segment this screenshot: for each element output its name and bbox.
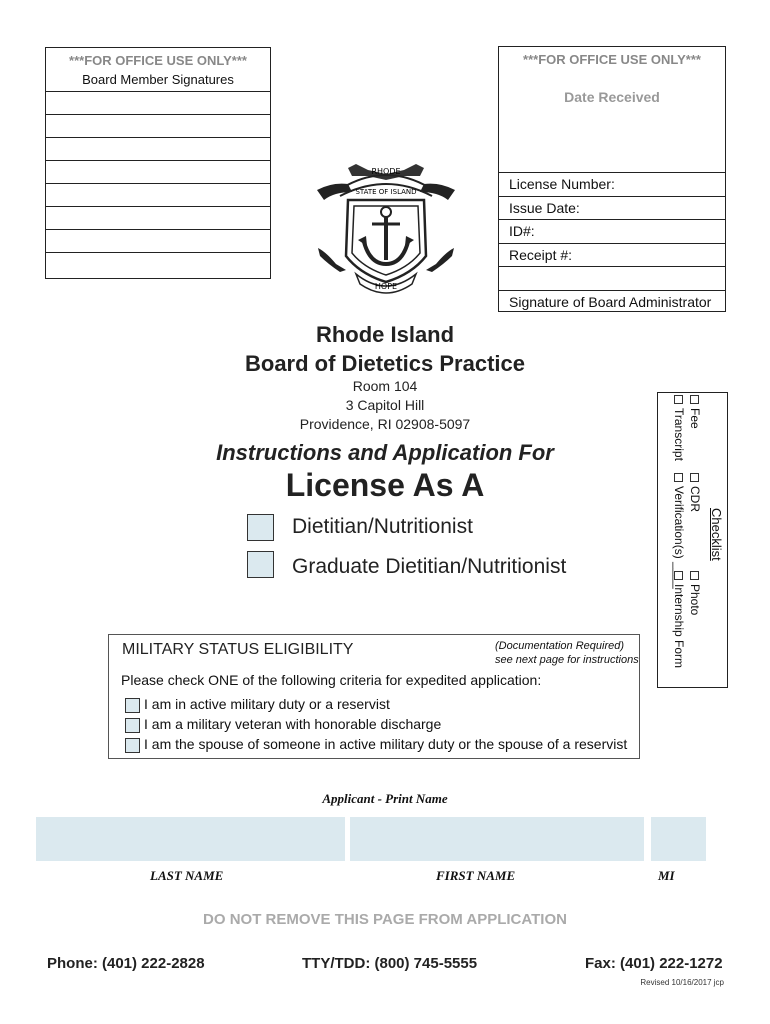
last-name-label: LAST NAME — [150, 868, 224, 883]
verification-checkbox[interactable] — [674, 473, 683, 482]
active-duty-label: I am in active military duty or a reservist — [144, 696, 390, 712]
fee-label: Fee — [688, 408, 702, 429]
signature-line[interactable] — [46, 138, 270, 161]
signature-line[interactable] — [46, 92, 270, 115]
seal-motto: HOPE — [374, 282, 398, 291]
dietitian-checkbox[interactable] — [247, 514, 274, 541]
spouse-checkbox[interactable] — [125, 738, 140, 753]
graduate-dietitian-checkbox[interactable] — [247, 551, 274, 578]
verification-label: Verification(s) — [672, 486, 686, 559]
signature-line[interactable] — [46, 184, 270, 207]
office-use-header: ***FOR OFFICE USE ONLY*** — [69, 53, 247, 68]
cdr-checkbox[interactable] — [690, 473, 699, 482]
dietitian-option-label: Dietitian/Nutritionist — [292, 515, 473, 538]
address-city: Providence, RI 02908-5097 — [299, 416, 471, 432]
last-name-input[interactable] — [36, 817, 345, 861]
military-status-title: MILITARY STATUS ELIGIBILITY — [122, 641, 354, 658]
instructions-heading: Instructions and Application For — [216, 440, 554, 465]
veteran-checkbox[interactable] — [125, 718, 140, 733]
internship-form-checkbox[interactable] — [674, 571, 683, 580]
transcript-label: Transcript — [672, 408, 686, 461]
id-field[interactable]: ID#: — [499, 220, 725, 244]
documentation-required-note: (Documentation Required) — [495, 640, 625, 652]
signature-line[interactable] — [46, 161, 270, 184]
internship-form-label: Internship Form — [672, 584, 686, 669]
office-use-header: ***FOR OFFICE USE ONLY*** — [523, 52, 701, 67]
see-next-page-note: see next page for instructions — [495, 654, 639, 666]
signature-line[interactable] — [46, 253, 270, 276]
board-admin-signature-field[interactable]: Signature of Board Administrator — [509, 293, 712, 310]
active-duty-checkbox[interactable] — [125, 698, 140, 713]
seal-ring-text: STATE OF ISLAND — [355, 188, 417, 196]
receipt-field[interactable]: Receipt #: — [499, 244, 725, 268]
first-name-input[interactable] — [350, 817, 644, 861]
address-room: Room 104 — [352, 378, 418, 394]
first-name-label: FIRST NAME — [436, 868, 516, 883]
office-use-license-box — [498, 46, 726, 312]
board-title: Board of Dietetics Practice — [245, 351, 525, 376]
board-member-signatures-label: Board Member Signatures — [46, 69, 270, 92]
fee-checkbox[interactable] — [690, 395, 699, 404]
state-title: Rhode Island — [315, 322, 455, 347]
office-use-signatures-box — [45, 47, 271, 279]
license-number-field[interactable]: License Number: — [499, 173, 725, 197]
military-status-section — [108, 634, 640, 759]
license-heading: License As A — [285, 467, 485, 503]
transcript-checkbox[interactable] — [674, 395, 683, 404]
photo-checkbox[interactable] — [690, 571, 699, 580]
signature-line[interactable] — [46, 207, 270, 230]
issue-date-field[interactable]: Issue Date: — [499, 197, 725, 221]
revision-note: Revised 10/16/2017 jcp — [640, 978, 724, 987]
cdr-label: CDR — [688, 486, 702, 512]
fax-number: Fax: (401) 222-1272 — [585, 955, 723, 972]
address-street: 3 Capitol Hill — [345, 397, 425, 413]
signature-line[interactable] — [46, 230, 270, 253]
do-not-remove-notice: DO NOT REMOVE THIS PAGE FROM APPLICATION — [203, 911, 567, 928]
blank-field[interactable] — [499, 267, 725, 291]
phone-number: Phone: (401) 222-2828 — [47, 955, 205, 972]
graduate-dietitian-option-label: Graduate Dietitian/Nutritionist — [292, 555, 567, 578]
checklist-box: Checklist Fee Transcript CDR Verification(s) ____ Photo Internship Form — [657, 392, 728, 688]
tty-number: TTY/TDD: (800) 745-5555 — [302, 955, 478, 972]
spouse-label: I am the spouse of someone in active military duty or the spouse of a reservist — [144, 736, 628, 752]
rhode-island-seal-icon — [312, 160, 460, 298]
middle-initial-input[interactable] — [651, 817, 706, 861]
applicant-name-title: Applicant - Print Name — [322, 791, 448, 806]
checklist-title: Checklist — [709, 508, 724, 561]
signature-line[interactable] — [46, 115, 270, 138]
mi-label: MI — [658, 868, 675, 883]
photo-label: Photo — [688, 584, 702, 616]
military-instruction: Please check ONE of the following criteria for expedited application: — [121, 672, 542, 688]
seal-top-text: RHODE — [371, 167, 401, 176]
date-received-label: Date Received — [564, 89, 660, 105]
veteran-label: I am a military veteran with honorable discharge — [144, 716, 442, 732]
